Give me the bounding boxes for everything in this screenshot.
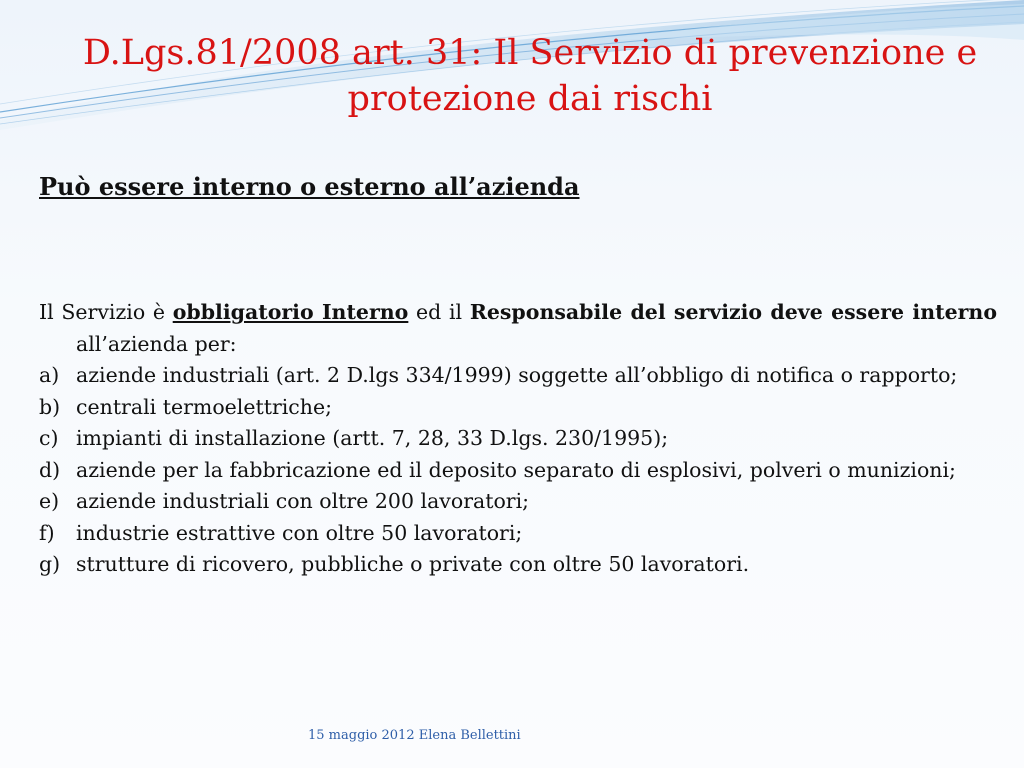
list-marker: c)	[39, 426, 59, 450]
list-item-b	[39, 392, 997, 424]
slide-title: D.Lgs.81/2008 art. 31: Il Servizio di prevenzione e protezione dai rischi	[82, 33, 978, 119]
intro-part1: Il Servizio è	[39, 300, 173, 324]
list-marker: d)	[39, 457, 61, 482]
list-text: strutture di ricovero, pubbliche o private con oltre 50 lavoratori.	[76, 552, 750, 576]
list-text: aziende per la fabbricazione ed il deposito separato di esplosivi, polveri o munizioni;	[76, 457, 956, 482]
list-marker: f)	[39, 520, 55, 545]
requirements-list	[39, 360, 997, 581]
list-text: impianti di installazione (artt. 7, 28, 33 D.lgs. 230/1995);	[76, 426, 669, 450]
list-item-f	[39, 518, 997, 550]
list-text: aziende industriali con oltre 200 lavoratori;	[76, 489, 530, 513]
intro-responsabile: Responsabile del servizio deve essere interno	[469, 300, 997, 324]
list-item-g	[39, 549, 997, 581]
slide-subtitle: Può essere interno o esterno all’azienda	[39, 172, 580, 201]
list-item-a	[39, 360, 997, 392]
intro-part2: ed il	[408, 300, 470, 324]
list-item-d	[39, 455, 997, 487]
intro-paragraph	[39, 297, 997, 360]
intro-obbligatorio: obbligatorio Interno	[172, 300, 409, 324]
slide-footer: 15 maggio 2012 Elena Bellettini	[308, 728, 521, 743]
body-text	[39, 297, 997, 581]
list-text: aziende industriali (art. 2 D.lgs 334/1999) soggette all’obbligo di notifica o rapporto;	[76, 363, 958, 387]
intro-part3: all’azienda per:	[76, 331, 237, 356]
list-marker: e)	[39, 489, 60, 513]
list-text: centrali termoelettriche;	[76, 394, 333, 419]
list-marker: g)	[39, 552, 61, 576]
list-item-c	[39, 423, 997, 455]
list-item-e	[39, 486, 997, 518]
list-marker: b)	[39, 394, 61, 419]
list-marker: a)	[39, 363, 60, 387]
list-text: industrie estrattive con oltre 50 lavoratori;	[76, 520, 523, 545]
